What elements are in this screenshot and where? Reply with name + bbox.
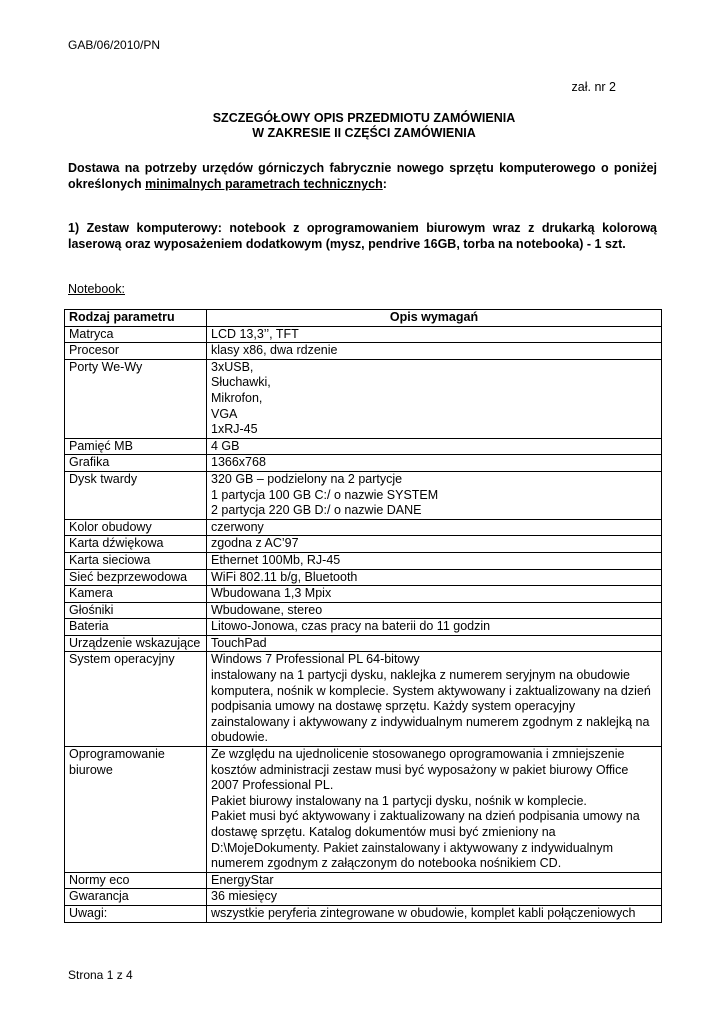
param-name-cell: Urządzenie wskazujące	[65, 635, 207, 652]
param-value-cell	[207, 326, 662, 343]
value-line: VGA	[211, 406, 238, 421]
value-line: wszystkie peryferia zintegrowane w obudowie, komplet kabli połączeniowych	[211, 905, 636, 920]
value-line: Wbudowana 1,3 Mpix	[211, 586, 332, 601]
table-row	[65, 359, 662, 438]
param-value-cell	[207, 586, 662, 603]
param-name-cell: Kamera	[65, 586, 207, 603]
param-value-cell	[207, 602, 662, 619]
value-line: zgodna z AC’97	[211, 536, 299, 551]
value-line: EnergyStar	[211, 872, 274, 887]
param-name-cell: Sieć bezprzewodowa	[65, 569, 207, 586]
value-line: Ze względu na ujednolicenie stosowanego oprogramowania i zmniejszenie kosztów administracji zestaw musi być wyposażony w pakiet biurowy Office 2007 Professional PL.	[211, 747, 629, 793]
param-value-cell	[207, 889, 662, 906]
param-name-cell: Porty We-Wy	[65, 359, 207, 438]
table-row	[65, 747, 662, 873]
value-line: Mikrofon,	[211, 390, 263, 405]
table-row	[65, 889, 662, 906]
value-line: Wbudowane, stereo	[211, 602, 323, 617]
table-row	[65, 619, 662, 636]
table-row	[65, 602, 662, 619]
value-line: 1366x768	[211, 455, 266, 470]
value-line: Pakiet biurowy instalowany na 1 partycji dysku, nośnik w komplecie.	[211, 793, 587, 808]
value-line: 36 miesięcy	[211, 889, 277, 904]
param-name-cell: Pamięć MB	[65, 438, 207, 455]
param-value-cell	[207, 343, 662, 360]
table-row	[65, 536, 662, 553]
param-name-cell: Oprogramowanie biurowe	[65, 747, 207, 873]
table-row	[65, 569, 662, 586]
table-row	[65, 905, 662, 922]
spec-table	[64, 309, 662, 923]
table-header-row	[65, 310, 662, 327]
annex-number: zał. nr 2	[571, 80, 616, 94]
table-row	[65, 519, 662, 536]
value-line: Pakiet musi być aktywowany i zaktualizowany na dzień podpisania umowy na dostawę sprzętu. Katalog dokumentów musi być zmieniony na D:\MojeDokumenty. Pakiet zainstalowany i aktywowany z indywidualnym numerem zgodnym z załączonym do notebooka nośnikiem CD.	[211, 809, 640, 871]
param-value-cell	[207, 536, 662, 553]
param-value-cell	[207, 359, 662, 438]
value-line: TouchPad	[211, 635, 267, 650]
param-value-cell	[207, 652, 662, 747]
param-name-cell: Karta dźwiękowa	[65, 536, 207, 553]
value-line: LCD 13,3’’, TFT	[211, 326, 299, 341]
value-line: 4 GB	[211, 438, 240, 453]
param-value-cell	[207, 635, 662, 652]
spec-table-body	[65, 326, 662, 922]
intro-colon: :	[382, 177, 387, 191]
param-name-cell: Bateria	[65, 619, 207, 636]
param-name-cell: Gwarancja	[65, 889, 207, 906]
param-name-cell: Matryca	[65, 326, 207, 343]
param-name-cell: Uwagi:	[65, 905, 207, 922]
param-value-cell	[207, 747, 662, 873]
param-value-cell	[207, 552, 662, 569]
intro-underlined-text: minimalnych parametrach technicznych	[145, 177, 383, 191]
document-id: GAB/06/2010/PN	[68, 38, 161, 52]
table-row	[65, 455, 662, 472]
table-row	[65, 326, 662, 343]
section-label: Notebook:	[68, 282, 125, 296]
value-line: czerwony	[211, 519, 264, 534]
param-name-cell: Karta sieciowa	[65, 552, 207, 569]
value-line: 1 partycja 100 GB C:/ o nazwie SYSTEM	[211, 487, 439, 502]
param-value-cell	[207, 872, 662, 889]
table-row	[65, 872, 662, 889]
intro-text: Dostawa na potrzeby urzędów górniczych fabrycznie nowego sprzętu komputerowego o poniżej określonych	[68, 161, 657, 191]
param-name-cell: Głośniki	[65, 602, 207, 619]
value-line: 3xUSB,	[211, 359, 254, 374]
param-name-cell: Dysk twardy	[65, 471, 207, 519]
header-param: Rodzaj parametru	[65, 310, 207, 327]
param-value-cell	[207, 619, 662, 636]
value-line: klasy x86, dwa rdzenie	[211, 343, 338, 358]
param-name-cell: Kolor obudowy	[65, 519, 207, 536]
value-line: Windows 7 Professional PL 64-bitowy	[211, 652, 420, 667]
title-line-1: SZCZEGÓŁOWY OPIS PRZEDMIOTU ZAMÓWIENIA	[212, 111, 516, 125]
param-value-cell	[207, 455, 662, 472]
header-description: Opis wymagań	[207, 310, 662, 327]
value-line: Ethernet 100Mb, RJ-45	[211, 552, 341, 567]
value-line: WiFi 802.11 b/g, Bluetooth	[211, 569, 358, 584]
table-row	[65, 438, 662, 455]
value-line: 320 GB – podzielony na 2 partycje	[211, 471, 403, 486]
table-row	[65, 552, 662, 569]
param-value-cell	[207, 905, 662, 922]
table-row	[65, 586, 662, 603]
param-name-cell: Grafika	[65, 455, 207, 472]
title-line-2: W ZAKRESIE II CZĘŚCI ZAMÓWIENIA	[252, 126, 476, 140]
value-line: Słuchawki,	[211, 375, 271, 390]
param-name-cell: System operacyjny	[65, 652, 207, 747]
table-row	[65, 471, 662, 519]
page-number: Strona 1 z 4	[68, 968, 133, 982]
table-row	[65, 652, 662, 747]
value-line: instalowany na 1 partycji dysku, naklejka z numerem seryjnym na obudowie komputera, nośnik w komplecie. System aktywowany i zaktualizowany na dzień podpisania umowy na dostawę sprzętu. Każdy system operacyjny zainstalowany i aktywowany z indywidualnym numerem zgodnym z naklejką na obudowie.	[211, 668, 651, 745]
value-line: 2 partycja 220 GB D:/ o nazwie DANE	[211, 503, 422, 518]
value-line: 1xRJ-45	[211, 422, 258, 437]
table-row	[65, 343, 662, 360]
intro-paragraph	[68, 160, 657, 192]
document-title	[68, 111, 660, 141]
table-row	[65, 635, 662, 652]
param-name-cell: Procesor	[65, 343, 207, 360]
param-value-cell	[207, 471, 662, 519]
param-value-cell	[207, 438, 662, 455]
param-value-cell	[207, 519, 662, 536]
param-value-cell	[207, 569, 662, 586]
param-name-cell: Normy eco	[65, 872, 207, 889]
value-line: Litowo-Jonowa, czas pracy na baterii do 11 godzin	[211, 619, 491, 634]
item-heading: 1) Zestaw komputerowy: notebook z oprogramowaniem biurowym wraz z drukarką kolorową laserową oraz wyposażeniem dodatkowym (mysz, pendrive 16GB, torba na notebooka) - 1 szt.	[68, 221, 657, 251]
